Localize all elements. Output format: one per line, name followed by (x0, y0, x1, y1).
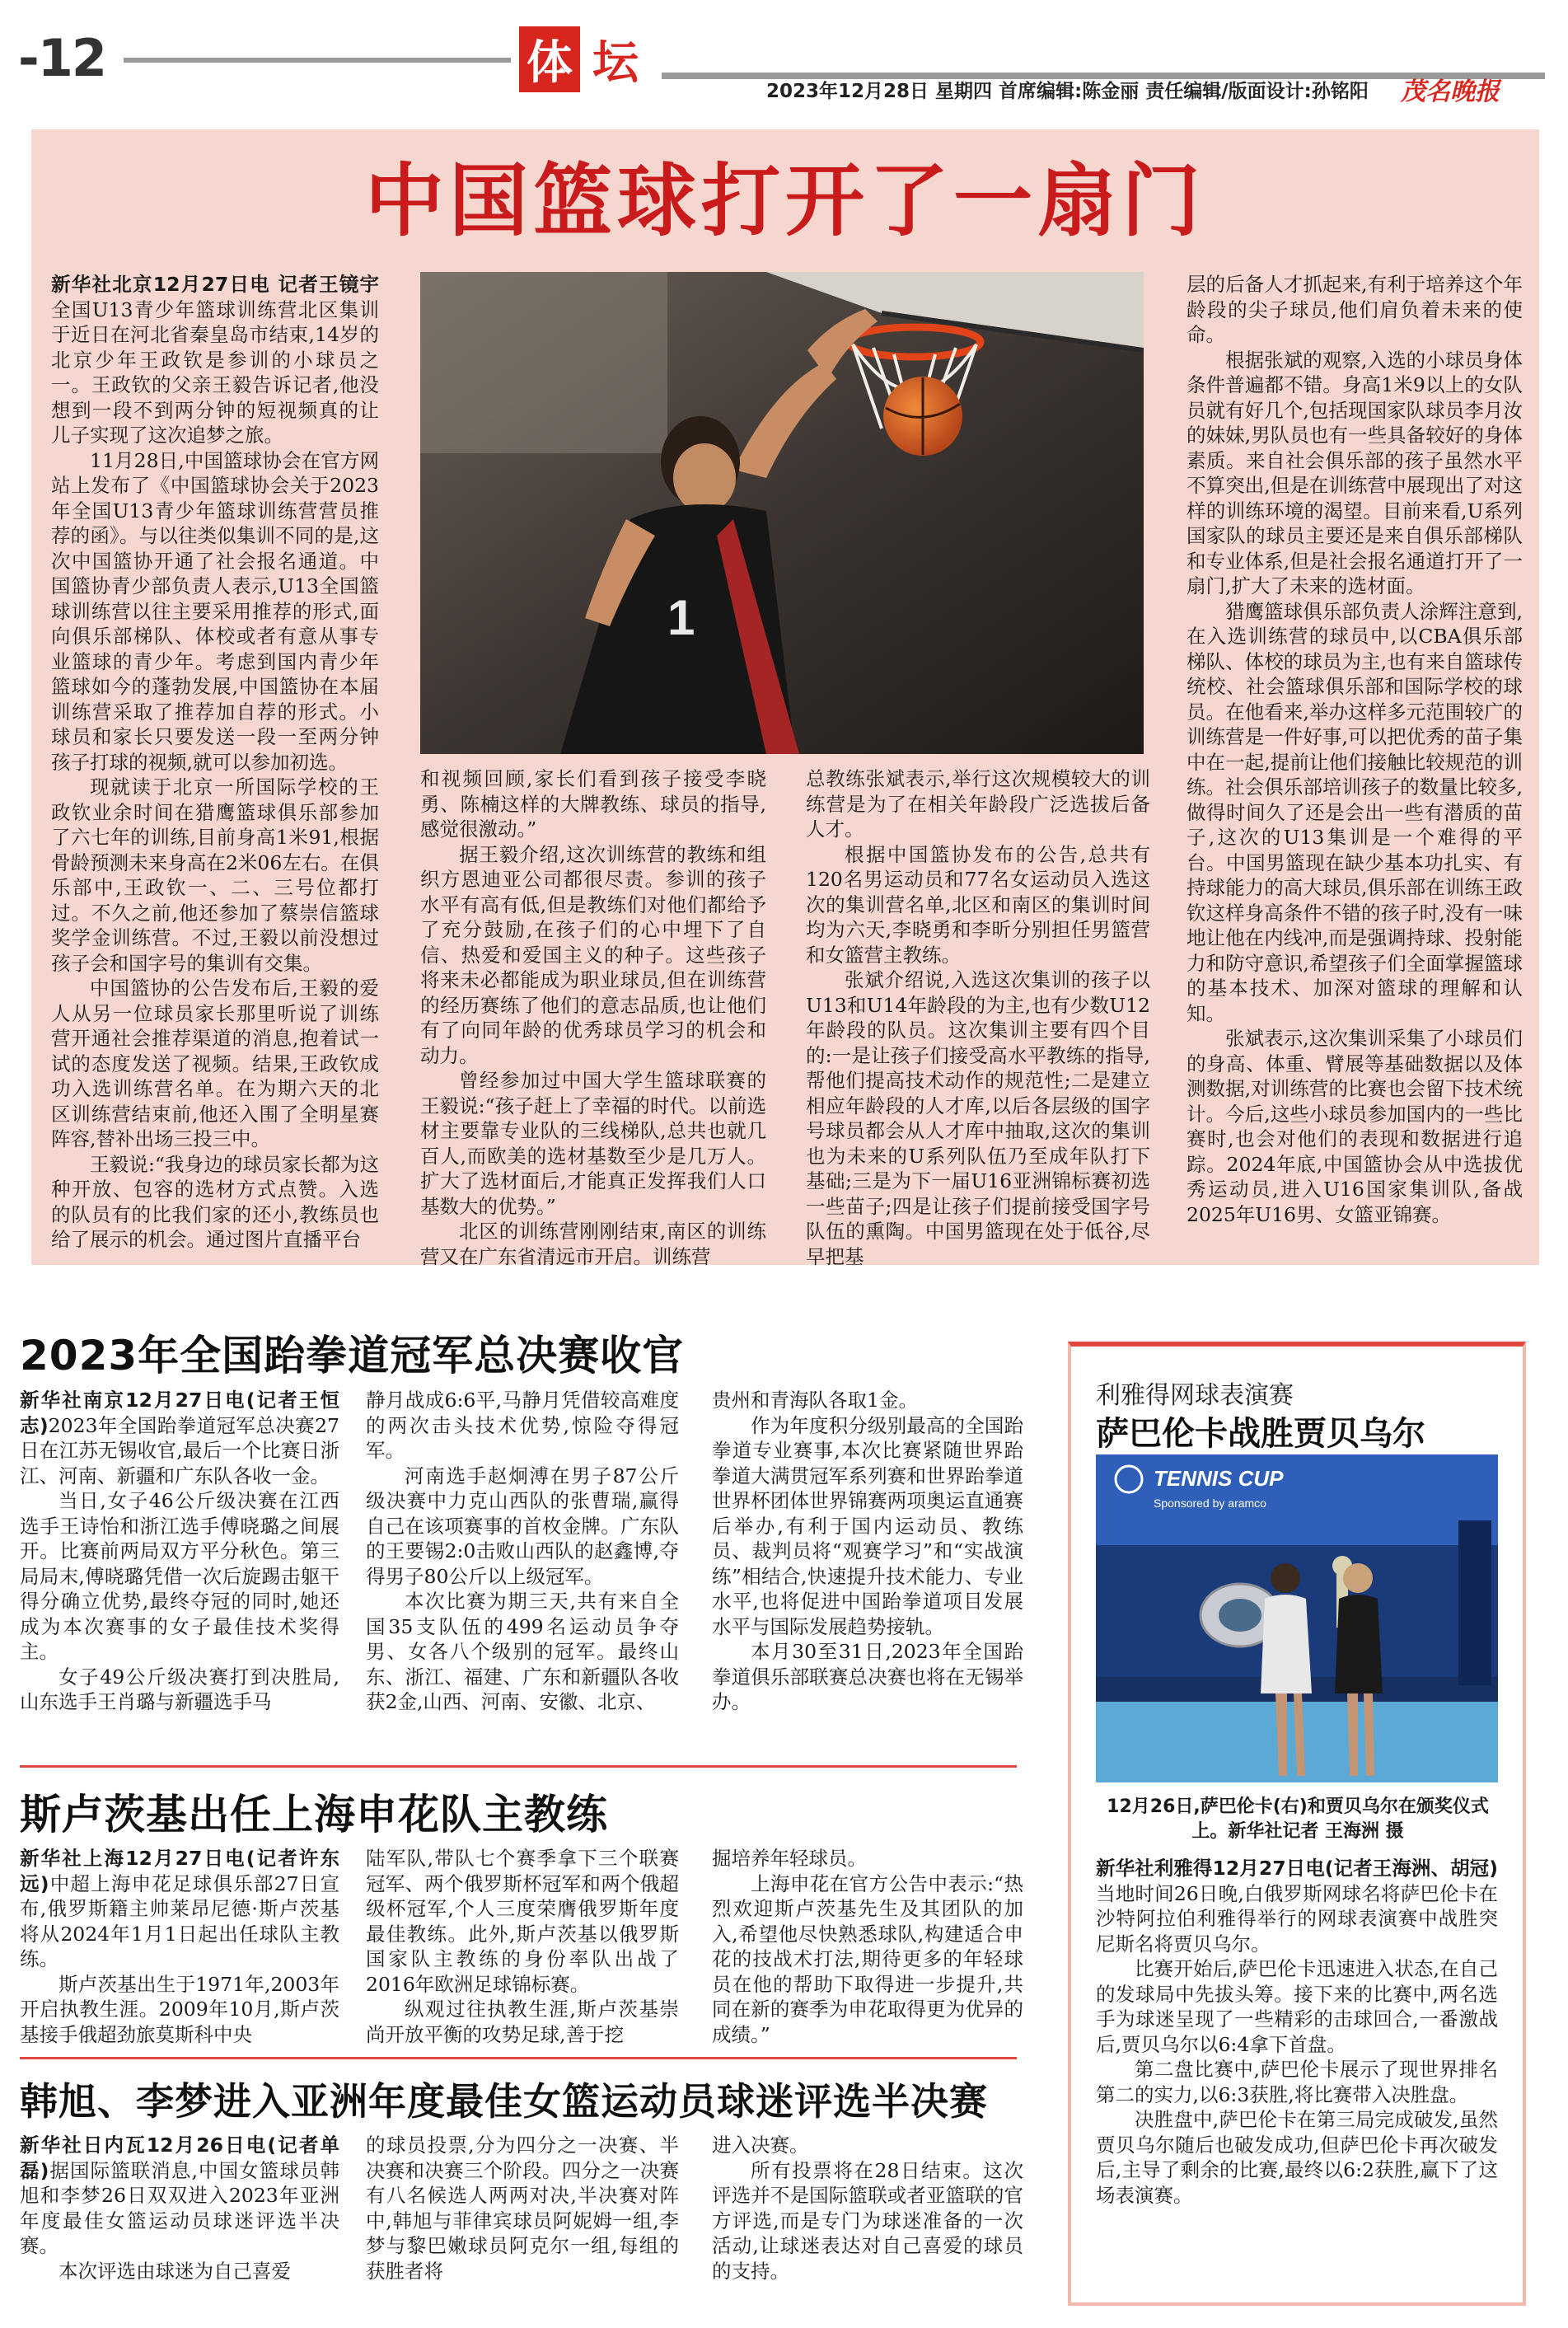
svg-text:1: 1 (667, 590, 695, 645)
section-char-1: 体 (519, 26, 580, 92)
womens-bball-column-3 (712, 2133, 1023, 2284)
womens-bball-paragraph: 的球员投票,分为四分之一决赛、半决赛和决赛三个阶段。四分之一决赛有八名候选人两两对决,半决赛对阵中,韩旭与菲律宾球员阿妮姆一组,李梦与黎巴嫩球员阿克尔一组,每组的获胜者将 (366, 2134, 679, 2283)
lead-paragraph: 层的后备人才抓起来,有利于培养这个年龄段的尖子球员,他们肩负着未来的使命。 (1187, 273, 1523, 346)
slutskiy-paragraph: 掘培养年轻球员。 (712, 1847, 867, 1870)
taekwondo-paragraph: 贵州和青海队各取1金。 (712, 1389, 918, 1412)
tennis-kicker: 利雅得网球表演赛 (1096, 1381, 1294, 1410)
slutskiy-byline: 新华社上海12月27日电(记者许东远) (20, 1847, 339, 1895)
slutskiy-paragraph: 纵观过往执教生涯,斯卢茨基崇尚开放平衡的攻势足球,善于挖 (366, 1998, 679, 2046)
womens-bball-paragraph: 进入决赛。 (712, 2134, 809, 2157)
lead-column-2 (420, 766, 766, 1269)
slutskiy-paragraph: 斯卢茨基出生于1971年,2003年开启执教生涯。2009年10月,斯卢茨基接手俄超劲旅莫斯科中央 (20, 1972, 339, 2046)
lead-paragraph: 据王毅介绍,这次训练营的教练和组织方恩迪亚公司都很尽责。参训的孩子水平有高有低,但是教练们对他们都给予了充分鼓励,在孩子们的心中埋下了自信、热爱和爱国主义的种子。这些孩子将来未必都能成为职业球员,但在训练营的经历赛练了他们的意志品质,也让他们有了向同年龄的优秀球员学习的机会和动力。 (420, 842, 766, 1067)
lead-paragraph: 11月28日,中国篮球协会在官方网站上发布了《中国篮球协会关于2023年全国U13青少年篮球训练营营员推荐的函》。与以往类似集训不同的是,这次中国篮协开通了社会报名通道。中国篮协青少部负责人表示,U13全国篮球训练营以往主要采用推荐的形式,面向俱乐部梯队、体校或者有意从事专业篮球的青少年。考虑到国内青少年篮球如今的蓬勃发展,中国篮协在本届训练营采取了推荐加自荐的形式。小球员和家长只要发送一段一至两分钟孩子打球的视频,就可以参加初选。 (51, 448, 379, 774)
tennis-photo-caption: 12月26日,萨巴伦卡(右)和贾贝乌尔在颁奖仪式上。新华社记者 王海洲 摄 (1107, 1796, 1489, 1842)
tennis-paragraph: 第二盘比赛中,萨巴伦卡展示了现世界排名第二的实力,以6:3获胜,将比赛带入决胜盘。 (1096, 2058, 1498, 2106)
tennis-cup-banner: TENNIS CUP (1154, 1466, 1284, 1491)
womens-bball-paragraph: 所有投票将在28日结束。这次评选并不是国际篮联或者亚篮联的官方评选,而是专门为球迷准备的一次活动,让球迷表达对自己喜爱的球员的支持。 (712, 2158, 1023, 2283)
womens-bball-column-1 (20, 2133, 339, 2284)
lead-paragraph: 根据张斌的观察,入选的小球员身体条件普遍都不错。身高1米9以上的女队员就有好几个,包括现国家队球员李月汝的妹妹,男队员也有一些具备较好的身体素质。来自社会俱乐部的孩子虽然水平不算突出,但是在训练营中展现出了对这样的训练环境的渴望。目前来看,U系列国家队的球员主要还是来自俱乐部梯队和专业体系,但是社会报名通道打开了一扇门,扩大了未来的选材面。 (1187, 348, 1523, 597)
section-divider (20, 2057, 1017, 2059)
taekwondo-paragraph: 本月30至31日,2023年全国跆拳道俱乐部联赛总决赛也将在无锡举办。 (712, 1640, 1023, 1713)
womens-bball-headline: 韩旭、李梦进入亚洲年度最佳女篮运动员球迷评选半决赛 (20, 2079, 988, 2124)
womens-bball-byline: 新华社日内瓦12月26日电(记者单磊) (20, 2134, 339, 2182)
lead-byline: 新华社北京12月27日电 记者王镜宇 (51, 273, 379, 296)
tennis-ceremony-illustration (1096, 1454, 1498, 1782)
taekwondo-paragraph: 作为年度积分级别最高的全国跆拳道专业赛事,本次比赛紧随世界跆拳道大满贯冠军系列赛和世界跆拳道世界杯团体世界锦赛两项奥运直通赛后举办,有利于国内运动员、教练员、裁判员将“观赛学习”和“实战演练”相结合,快速提升技术能力、专业水平,也将促进中国跆拳道项目发展水平与国际发展趋势接轨。 (712, 1413, 1023, 1638)
lead-headline: 中国篮球打开了一扇门 (365, 155, 1205, 247)
tennis-paragraph: 新华社利雅得12月27日电(记者王海洲、胡冠) 当地时间26日晚,白俄罗斯网球名将萨巴伦卡在沙特阿拉伯利雅得举行的网球表演赛中战胜突尼斯名将贾贝乌尔。 (1096, 1857, 1498, 1956)
lead-paragraph: 王毅说:“我身边的球员家长都为这种开放、包容的选材方式点赞。入选的队员有的比我们家的还小,教练员也给了展示的机会。通过图片直播平台 (51, 1152, 379, 1251)
lead-paragraph: 北区的训练营刚刚结束,南区的训练营又在广东省清远市开启。训练营 (420, 1220, 766, 1268)
brand-logo: 茂名晚报 (1401, 77, 1500, 106)
taekwondo-headline: 2023年全国跆拳道冠军总决赛收官 (20, 1332, 685, 1379)
lead-paragraph: 张斌表示,这次集训采集了小球员们的身高、体重、臂展等基础数据以及体测数据,对训练营的比赛也会留下技术统计。今后,这些小球员参加国内的一些比赛时,也会对他们的表现和数据进行追踪。2024年底,中国篮协会从中选拔优秀运动员,进入U16国家集训队,备战2025年U16男、女篮亚锦赛。 (1187, 1027, 1523, 1226)
lead-column-3 (806, 766, 1150, 1269)
lead-photo-dunk (420, 272, 1144, 754)
slutskiy-headline: 斯卢茨基出任上海申花队主教练 (20, 1791, 608, 1839)
lead-paragraph: 张斌介绍说,入选这次集训的孩子以U13和U14年龄段的为主,也有少数U12年龄段的队员。这次集训主要有四个目的:一是让孩子们接受高水平教练的指导,帮他们提高技术动作的规范性;二是建立相应年龄段的人才库,以后各层级的国字号球员都会从人才库中抽取,这次的集训也为未来的U系列队伍乃至成年队打下基础;三是为下一届U16亚洲锦标赛初选一些苗子;四是让孩子们提前接受国字号队伍的熏陶。中国男篮现在处于低谷,尽早把基 (806, 968, 1150, 1268)
tennis-photo (1096, 1454, 1498, 1782)
taekwondo-paragraph: 女子49公斤级决赛打到决胜局,山东选手王肖璐与新疆选手马 (20, 1665, 339, 1713)
lead-column-4 (1187, 272, 1523, 1227)
taekwondo-paragraph: 河南选手赵炯溥在男子87公斤级决赛中力克山西队的张曹瑞,赢得自己在该项赛事的首枚金牌。广东队的王要锡2:0击败山西队的赵鑫博,夺得男子80公斤以上级冠军。 (366, 1464, 679, 1588)
slutskiy-paragraph: 陆军队,带队七个赛季拿下三个联赛冠军、两个俄罗斯杯冠军和两个俄超级杯冠军,个人三度荣膺俄罗斯年度最佳教练。此外,斯卢茨基以俄罗斯国家队主教练的身份率队出战了2016年欧洲足球锦标赛。 (366, 1847, 679, 1996)
slutskiy-column-3 (712, 1846, 1023, 2047)
lead-paragraph: 猎鹰篮球俱乐部负责人涂辉注意到,在入选训练营的球员中,以CBA俱乐部梯队、体校的球员为主,也有来自篮球传统校、社会篮球俱乐部和国际学校的球员。在他看来,举办这样多元范围较广的训练营是一件好事,可以把优秀的苗子集中在一起,提前让他们接触比较规范的训练。社会俱乐部培训孩子的数量比较多,做得时间久了还是会出一些有潜质的苗子,这次的U13集训是一个难得的平台。中国男篮现在缺少基本功扎实、有持球能力的高大球员,俱乐部在训练王政钦这样身高条件不错的孩子时,没有一味地让他在内线冲,而是强调持球、投射能力和防守意识,希望孩子们全面掌握篮球的基本技术、加深对篮球的理解和认知。 (1187, 599, 1523, 1025)
taekwondo-paragraph: 当日,女子46公斤级决赛在江西选手王诗怡和浙江选手傅晓璐之间展开。比赛前两局双方平分秋色。第三局局末,傅晓璐凭借一次后旋踢击躯干得分确立优势,最终夺冠的同时,她还成为本次赛事的女子最佳技术奖得主。 (20, 1489, 339, 1663)
womens-bball-paragraph: 本次评选由球迷为自己喜爱 (59, 2259, 291, 2283)
lead-paragraph: 根据中国篮协发布的公告,总共有120名男运动员和77名女运动员入选这次的集训营名单,北区和南区的集训时间均为六天,李晓勇和李昕分别担任男篮营和女篮营主教练。 (806, 842, 1150, 967)
tennis-body (1096, 1856, 1498, 2208)
page-number: -12 (18, 28, 106, 88)
tennis-headline: 萨巴伦卡战胜贾贝乌尔 (1096, 1415, 1425, 1453)
lead-column-1 (51, 272, 379, 1253)
womens-bball-paragraph: 新华社日内瓦12月26日电(记者单磊)据国际篮联消息,中国女篮球员韩旭和李梦26日双双进入2023年亚洲年度最佳女篮运动员球迷评选半决赛。 (20, 2134, 339, 2257)
taekwondo-paragraph: 本次比赛为期三天,共有来自全国35支队伍的499名运动员争夺男、女各八个级别的冠军。最终山东、浙江、福建、广东和新疆队各收获2金,山西、河南、安徽、北京、 (366, 1590, 679, 1713)
lead-paragraph: 中国篮协的公告发布后,王毅的爱人从另一位球员家长那里听说了训练营开通社会推荐渠道的消息,抱着试一试的态度发送了视频。结果,王政钦成功入选训练营名单。在为期六天的北区训练营结束前,他还入围了全明星赛阵容,替补出场三投三中。 (51, 977, 379, 1150)
lead-paragraph: 和视频回顾,家长们看到孩子接受李晓勇、陈楠这样的大牌教练、球员的指导,感觉很激动。” (420, 767, 766, 841)
slutskiy-paragraph: 新华社上海12月27日电(记者许东远)中超上海申花足球俱乐部27日宣布,俄罗斯籍主帅莱昂尼德·斯卢茨基将从2024年1月1日起出任球队主教练。 (20, 1847, 339, 1970)
slutskiy-paragraph: 上海申花在官方公告中表示:“热烈欢迎斯卢茨基先生及其团队的加入,希望他尽快熟悉球队,构建适合申花的技战术打法,期待更多的年轻球员在他的帮助下取得进一步提升,共同在新的赛季为申花取得更为优异的成绩。” (712, 1871, 1023, 2046)
dateline: 2023年12月28日 星期四 首席编辑:陈金丽 责任编辑/版面设计:孙铭阳 (766, 81, 1369, 102)
section-char-2: 坛 (592, 36, 639, 90)
tennis-byline: 新华社利雅得12月27日电(记者王海洲、胡冠) (1096, 1857, 1498, 1880)
taekwondo-column-1 (20, 1388, 339, 1715)
dunk-illustration (420, 272, 1144, 754)
taekwondo-byline: 新华社南京12月27日电(记者王恒志) (20, 1389, 339, 1437)
taekwondo-paragraph: 新华社南京12月27日电(记者王恒志)2023年全国跆拳道冠军总决赛27日在江苏无锡收官,最后一个比赛日浙江、河南、新疆和广东队各收一金。 (20, 1389, 339, 1487)
tennis-sponsor-banner: Sponsored by aramco (1154, 1497, 1266, 1510)
taekwondo-column-3 (712, 1388, 1023, 1715)
slutskiy-column-2 (366, 1846, 679, 2047)
taekwondo-column-2 (366, 1388, 679, 1715)
tennis-paragraph: 决胜盘中,萨巴伦卡在第三局完成破发,虽然贾贝乌尔随后也破发成功,但萨巴伦卡再次破发后,主导了剩余的比赛,最终以6:2获胜,赢下了这场表演赛。 (1096, 2108, 1498, 2207)
tennis-paragraph: 比赛开始后,萨巴伦卡迅速进入状态,在自己的发球局中先拔头筹。接下来的比赛中,两名选手为球迷呈现了一些精彩的击球回合,一番激战后,贾贝乌尔以6:4拿下首盘。 (1096, 1957, 1498, 2056)
lead-paragraph: 曾经参加过中国大学生篮球联赛的王毅说:“孩子赶上了幸福的时代。以前选材主要靠专业队的三线梯队,总共也就几百人,而欧美的选材基数至少是几万人。扩大了选材面后,才能真正发挥我们人口基数大的优势。” (420, 1069, 766, 1218)
lead-paragraph: 总教练张斌表示,举行这次规模较大的训练营是为了在相关年龄段广泛选拔后备人才。 (806, 767, 1150, 841)
womens-bball-column-2 (366, 2133, 679, 2284)
slutskiy-column-1 (20, 1846, 339, 2047)
lead-paragraph: 新华社北京12月27日电 记者王镜宇 全国U13青少年篮球训练营北区集训于近日在河北省秦皇岛市结束,14岁的北京少年王政钦是参训的小球员之一。王政钦的父亲王毅告诉记者,他没想到一段不到两分钟的短视频真的让儿子实现了这次追梦之旅。 (51, 273, 379, 447)
section-divider (20, 1765, 1017, 1768)
taekwondo-paragraph: 静月战成6:6平,马静月凭借较高难度的两次击头技术优势,惊险夺得冠军。 (366, 1389, 679, 1462)
lead-paragraph: 现就读于北京一所国际学校的王政钦业余时间在猎鹰篮球俱乐部参加了六七年的训练,目前身高1米91,根据骨龄预测未来身高在2米06左右。在俱乐部中,王政钦一、二、三号位都打过。不久之前,他还参加了蔡崇信篮球奖学金训练营。不过,王毅以前没想过孩子会和国字号的集训有交集。 (51, 775, 379, 975)
masthead-rule-left (124, 58, 511, 63)
